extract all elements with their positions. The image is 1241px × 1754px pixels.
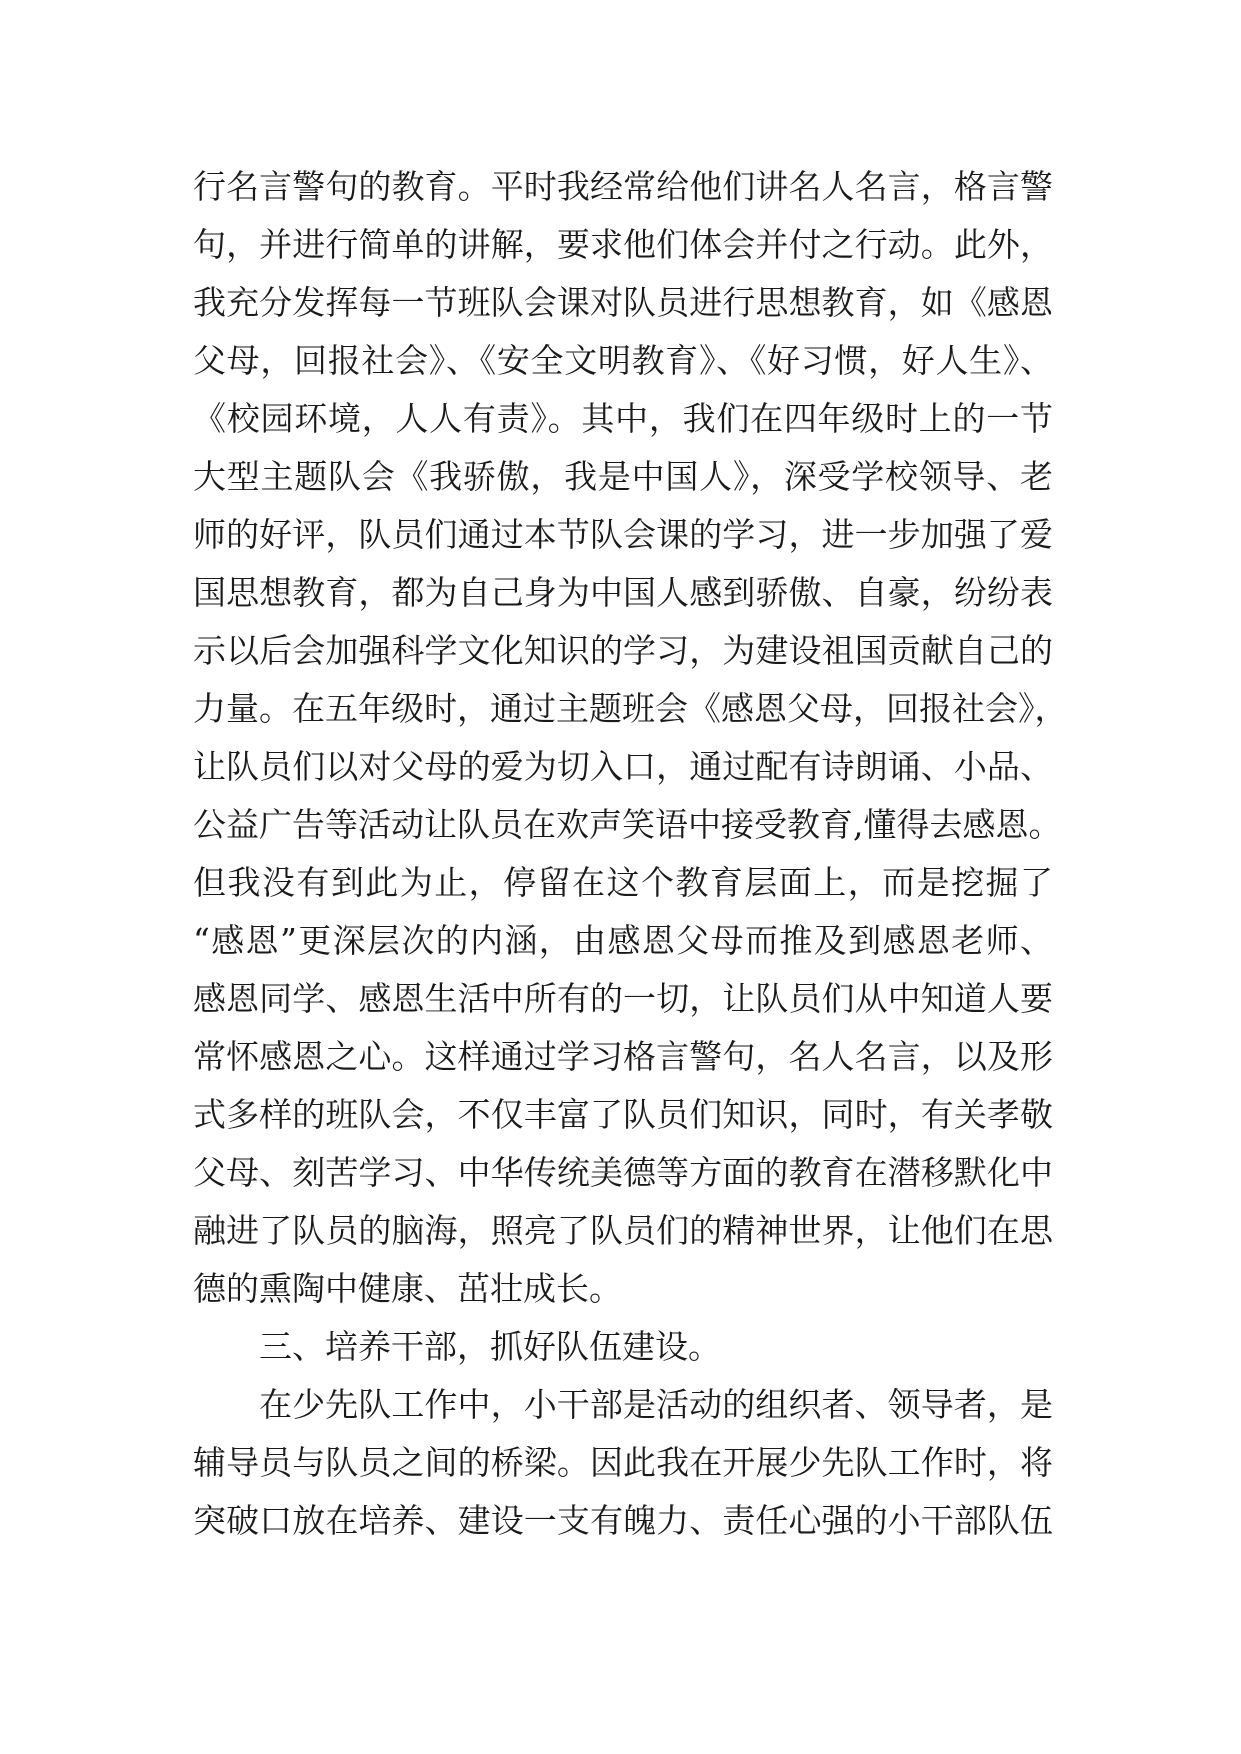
text-line-paragraph-end: 德的熏陶中健康、茁壮成长。	[193, 1269, 622, 1308]
text-line: 常怀感恩之心。这样通过学习格言警句，名人名言，以及形	[193, 1037, 1053, 1076]
text-line: 但我没有到此为止，停留在这个教育层面上，而是挖掘了	[193, 863, 1053, 902]
text-line: 大型主题队会《我骄傲，我是中国人》，深受学校领导、老	[193, 457, 1053, 496]
text-line: 我充分发挥每一节班队会课对队员进行思想教育，如《感恩	[193, 283, 1053, 322]
body-text	[193, 158, 1068, 1550]
text-line: “感恩”更深层次的内涵，由感恩父母而推及到感恩老师、	[193, 921, 1053, 960]
text-line: 国思想教育，都为自己身为中国人感到骄傲、自豪，纷纷表	[193, 573, 1053, 612]
text-line: 公益广告等活动让队员在欢声笑语中接受教育,懂得去感恩。	[193, 805, 1062, 844]
text-line: 辅导员与队员之间的桥梁。因此我在开展少先队工作时，将	[193, 1443, 1053, 1482]
text-line: 示以后会加强科学文化知识的学习，为建设祖国贡献自己的	[193, 631, 1053, 670]
text-line: 突破口放在培养、建设一支有魄力、责任心强的小干部队伍	[193, 1501, 1053, 1540]
text-line: 师的好评，队员们通过本节队会课的学习，进一步加强了爱	[193, 515, 1053, 554]
text-line: 式多样的班队会，不仅丰富了队员们知识，同时，有关孝敬	[193, 1095, 1053, 1134]
text-line: 力量。在五年级时，通过主题班会《感恩父母，回报社会》，	[193, 689, 1068, 728]
text-line: 让队员们以对父母的爱为切入口，通过配有诗朗诵、小品、	[193, 747, 1053, 786]
text-line: 句，并进行简单的讲解，要求他们体会并付之行动。此外，	[193, 225, 1053, 264]
text-line: 融进了队员的脑海，照亮了队员们的精神世界，让他们在思	[193, 1211, 1053, 1250]
text-line: 《校园环境，人人有责》。其中，我们在四年级时上的一节	[193, 399, 1053, 438]
section-heading: 三、培养干部，抓好队伍建设。	[259, 1327, 721, 1366]
text-line: 父母，回报社会》、《安全文明教育》、《好习惯，好人生》、	[193, 341, 1053, 380]
paragraph-first-line: 在少先队工作中，小干部是活动的组织者、领导者，是	[259, 1385, 1053, 1424]
text-line: 感恩同学、感恩生活中所有的一切，让队员们从中知道人要	[193, 979, 1053, 1018]
text-line: 父母、刻苦学习、中华传统美德等方面的教育在潜移默化中	[193, 1153, 1053, 1192]
text-line: 行名言警句的教育。平时我经常给他们讲名人名言，格言警	[193, 167, 1053, 206]
